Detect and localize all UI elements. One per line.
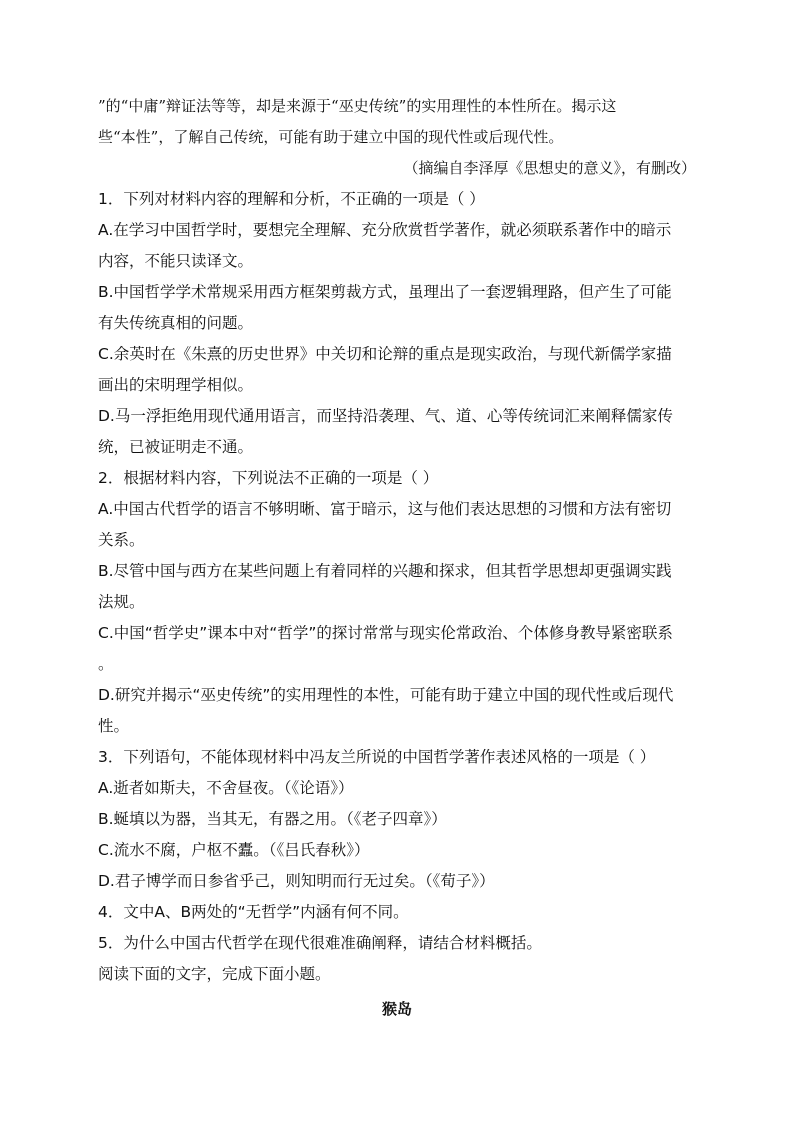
question-2-option-c-line-1: C.中国“哲学史”课本中对“哲学”的探讨常常与现实伦常政治、个体修身教导紧密联系: [98, 624, 673, 642]
question-1-option-a-line-2: 内容，不能只读译文。: [98, 252, 254, 270]
question-4-stem: 4．文中A、B两处的“无哲学”内涵有何不同。: [98, 903, 409, 921]
question-1-option-a-line-1: A.在学习中国哲学时，要想完全理解、充分欣赏哲学著作，就必须联系著作中的暗示: [98, 221, 672, 239]
question-1-option-d-line-2: 统，已被证明走不通。: [98, 438, 254, 456]
question-2-option-b-line-1: B.尽管中国与西方在某些问题上有着同样的兴趣和探求，但其哲学思想却更强调实践: [98, 562, 672, 580]
question-2-option-c-line-2: 。: [98, 655, 114, 673]
question-1-option-c-line-2: 画出的宋明理学相似。: [98, 376, 254, 394]
next-passage-title: 猴岛: [381, 1000, 412, 1018]
question-2-option-d-line-1: D.研究并揭示“巫史传统”的实用理性的本性，可能有助于建立中国的现代性或后现代: [98, 686, 674, 704]
reading-instruction: 阅读下面的文字，完成下面小题。: [98, 965, 331, 983]
question-2-option-d-line-2: 性。: [98, 717, 130, 735]
question-1-option-d-line-1: D.马一浮拒绝用现代通用语言，而坚持沿袭理、气、道、心等传统词汇来阐释儒家传: [98, 407, 673, 425]
question-1-option-c-line-1: C.余英时在《朱熹的历史世界》中关切和论辩的重点是现实政治，与现代新儒学家描: [98, 345, 672, 363]
question-3-option-d: D.君子博学而日参省乎己，则知明而行无过矣。（《荀子》）: [98, 872, 495, 890]
question-1-stem: 1．下列对材料内容的理解和分析，不正确的一项是（ ）: [98, 190, 485, 208]
question-3-stem: 3．下列语句，不能体现材料中冯友兰所说的中国哲学著作表述风格的一项是（ ）: [98, 748, 656, 766]
question-2-stem: 2．根据材料内容，下列说法不正确的一项是（ ）: [98, 469, 439, 487]
question-3-option-a: A.逝者如斯夫，不舍昼夜。（《论语》）: [98, 779, 354, 797]
question-2-option-a-line-2: 关系。: [98, 531, 145, 549]
question-2-option-b-line-2: 法规。: [98, 593, 145, 611]
question-3-option-b: B.蜒填以为器，当其无，有器之用。（《老子四章》）: [98, 810, 447, 828]
passage-line-2: 些“本性”，了解自己传统，可能有助于建立中国的现代性或后现代性。: [98, 128, 564, 146]
question-1-option-b-line-2: 有失传统真相的问题。: [98, 314, 254, 332]
question-2-option-a-line-1: A.中国古代哲学的语言不够明晰、富于暗示，这与他们表达思想的习惯和方法有密切: [98, 500, 672, 518]
passage-line-1: ”的“中庸”辩证法等等，却是来源于“巫史传统”的实用理性的本性所在。揭示这: [98, 97, 617, 115]
question-3-option-c: C.流水不腐，户枢不蠹。（《吕氏春秋》）: [98, 841, 370, 859]
passage-source: （摘编自李泽厚《思想史的意义》，有删改）: [403, 159, 696, 177]
question-1-option-b-line-1: B.中国哲学学术常规采用西方框架剪裁方式，虽理出了一套逻辑理路，但产生了可能: [98, 283, 672, 301]
question-5-stem: 5．为什么中国古代哲学在现代很难准确阐释，请结合材料概括。: [98, 934, 542, 952]
